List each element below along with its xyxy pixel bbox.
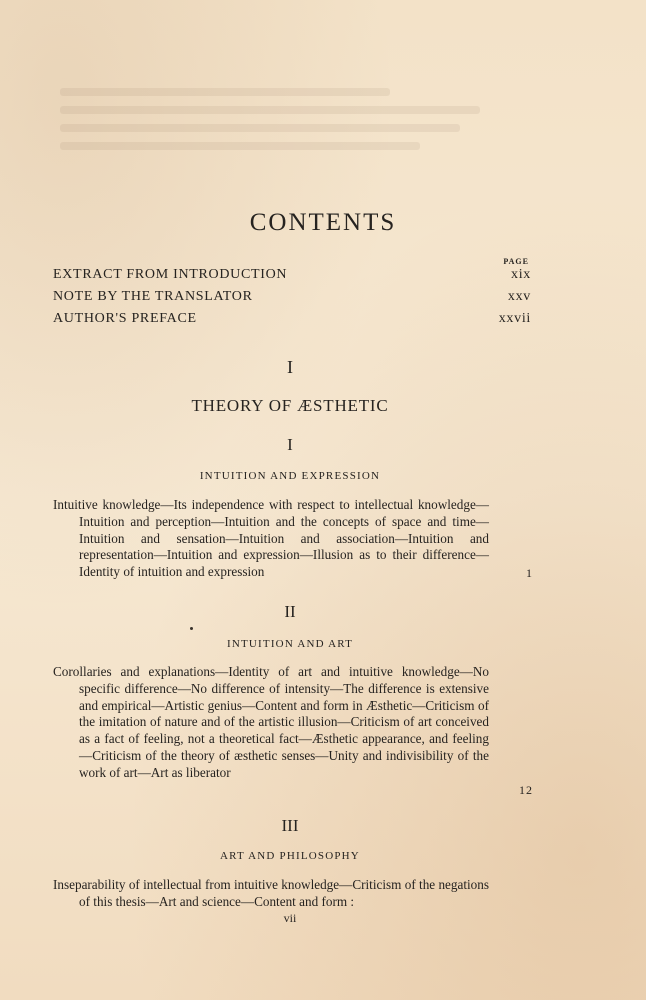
show-through-text [60,48,580,168]
chapter-numeral: III [281,816,299,835]
chapter-title: INTUITION AND EXPRESSION [199,470,381,482]
chapter-summary: Inseparability of intellectual from intuitive knowledge—Criticism of the negations of this thesis—Art and science—Content and form : [53,877,489,909]
chapter-numeral: I [287,435,293,454]
page-folio: vii [283,911,297,925]
page-column-label: PAGE [503,257,529,266]
chapter-title: ART AND PHILOSOPHY [220,850,360,862]
chapter-title: INTUITION AND ART [226,638,354,650]
front-matter-page: xxv [507,289,531,304]
chapter-summary: Corollaries and explanations—Identity of art and intuitive knowledge—No specific difference—No difference of intensity—The difference is extensive and empirical—Artistic genius—Content and form in Æsthetic—Criticism of the imitation of nature and of the artistic illusion—Criticism of art conceived as a fact of feeling, not a theoretical fact—Æsthetic appearance, and feeling—Criticism of the theory of æsthetic senses—Unity and indivisibility of the work of art—Art as liberator [53,664,489,780]
part-numeral: I [287,357,293,377]
front-matter-label: EXTRACT FROM INTRODUCTION [53,267,288,282]
front-matter-page: xix [511,267,531,282]
front-matter-page: xxvii [498,311,531,326]
chapter-numeral: II [284,602,296,621]
ink-speck [190,627,193,630]
page-title: CONTENTS [249,209,397,236]
chapter-page-number: 12 [519,783,533,797]
front-matter-label: NOTE BY THE TRANSLATOR [53,289,253,304]
front-matter-label: AUTHOR'S PREFACE [53,311,197,326]
chapter-summary: Intuitive knowledge—Its independence with respect to intellectual knowledge—Intuition and perception—Intuition and the concepts of space and time—Intuition and sensation—Intuition and association—Intuition and representation—Intuition and expression—Illusion as to their difference—Identity of intuition and expression [53,497,489,580]
part-title: THEORY OF ÆSTHETIC [191,396,389,415]
chapter-page-number: 1 [526,566,533,580]
